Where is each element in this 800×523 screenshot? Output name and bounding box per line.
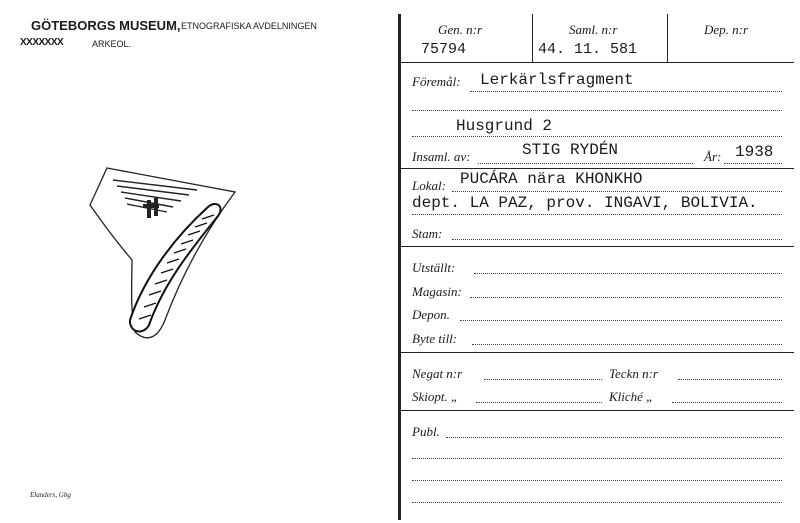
insaml-value: STIG RYDÉN bbox=[522, 141, 619, 159]
gen-value: 75794 bbox=[421, 41, 467, 58]
teckn-rule bbox=[678, 379, 782, 380]
negat-label: Negat n:r bbox=[412, 366, 463, 381]
blank-rule-1 bbox=[412, 110, 782, 111]
insaml-label: Insaml. av: bbox=[412, 149, 471, 164]
stam-bottom-line bbox=[400, 246, 794, 247]
kliche-rule bbox=[672, 402, 782, 403]
kliche-label: Kliché „ bbox=[609, 389, 654, 404]
kliche-bottom-line bbox=[400, 410, 794, 411]
header-bottom-line bbox=[400, 62, 794, 63]
byte-label: Byte till: bbox=[412, 331, 458, 346]
lokal-rule-1 bbox=[452, 191, 782, 192]
saml-value: 44. 11. 581 bbox=[538, 41, 638, 58]
lokal-rule-2 bbox=[412, 214, 782, 215]
section-label: ARKEOL. bbox=[92, 39, 132, 49]
ar-value: 1938 bbox=[735, 143, 774, 161]
stam-label: Stam: bbox=[412, 226, 443, 241]
extra-line-value: Husgrund 2 bbox=[456, 117, 553, 135]
lokal-value-2: dept. LA PAZ, prov. INGAVI, BOLIVIA. bbox=[412, 194, 758, 212]
extra-rule bbox=[412, 136, 782, 137]
card-left-edge bbox=[398, 14, 401, 520]
teckn-label: Teckn n:r bbox=[609, 366, 658, 381]
sherd-outline bbox=[90, 168, 235, 338]
stam-rule bbox=[452, 239, 782, 240]
foremal-value: Lerkärlsfragment bbox=[480, 71, 634, 89]
department-label: ETNOGRAFISKA AVDELNINGEN bbox=[181, 21, 317, 31]
skiopt-label: Skiopt. „ bbox=[412, 389, 459, 404]
dep-label: Dep. n:r bbox=[704, 22, 749, 37]
skiopt-rule bbox=[476, 402, 602, 403]
foremal-label: Föremål: bbox=[412, 74, 461, 89]
gen-label: Gen. n:r bbox=[438, 22, 483, 37]
byte-bottom-line bbox=[400, 352, 794, 353]
lokal-value-1: PUCÁRA nära KHONKHO bbox=[460, 170, 643, 188]
publ-rule-1 bbox=[446, 437, 782, 438]
insaml-rule bbox=[478, 163, 693, 164]
publ-label: Publ. bbox=[412, 424, 440, 439]
magasin-rule bbox=[470, 297, 782, 298]
publ-rule-4 bbox=[412, 502, 782, 503]
sherd-drawing bbox=[85, 160, 245, 345]
museum-title: GÖTEBORGS MUSEUM, bbox=[31, 18, 181, 33]
header-divider-2 bbox=[667, 14, 668, 62]
header-divider-1 bbox=[532, 14, 533, 62]
depon-rule bbox=[460, 320, 782, 321]
negat-rule bbox=[484, 379, 602, 380]
magasin-label: Magasin: bbox=[412, 284, 462, 299]
utstallt-rule bbox=[474, 273, 782, 274]
ar-rule bbox=[724, 163, 782, 164]
depon-label: Depon. bbox=[412, 307, 450, 322]
ar-label: År: bbox=[704, 149, 722, 164]
utstallt-label: Utställt: bbox=[412, 260, 456, 275]
publ-rule-2 bbox=[412, 458, 782, 459]
lokal-label: Lokal: bbox=[412, 178, 446, 193]
struck-text: XXXXXXX bbox=[20, 37, 64, 48]
printer-mark: Elanders, Gbg bbox=[30, 491, 71, 499]
foremal-rule bbox=[470, 91, 782, 92]
publ-rule-3 bbox=[412, 480, 782, 481]
saml-label: Saml. n:r bbox=[569, 22, 618, 37]
byte-rule bbox=[472, 344, 782, 345]
lokal-top-line bbox=[400, 168, 794, 169]
